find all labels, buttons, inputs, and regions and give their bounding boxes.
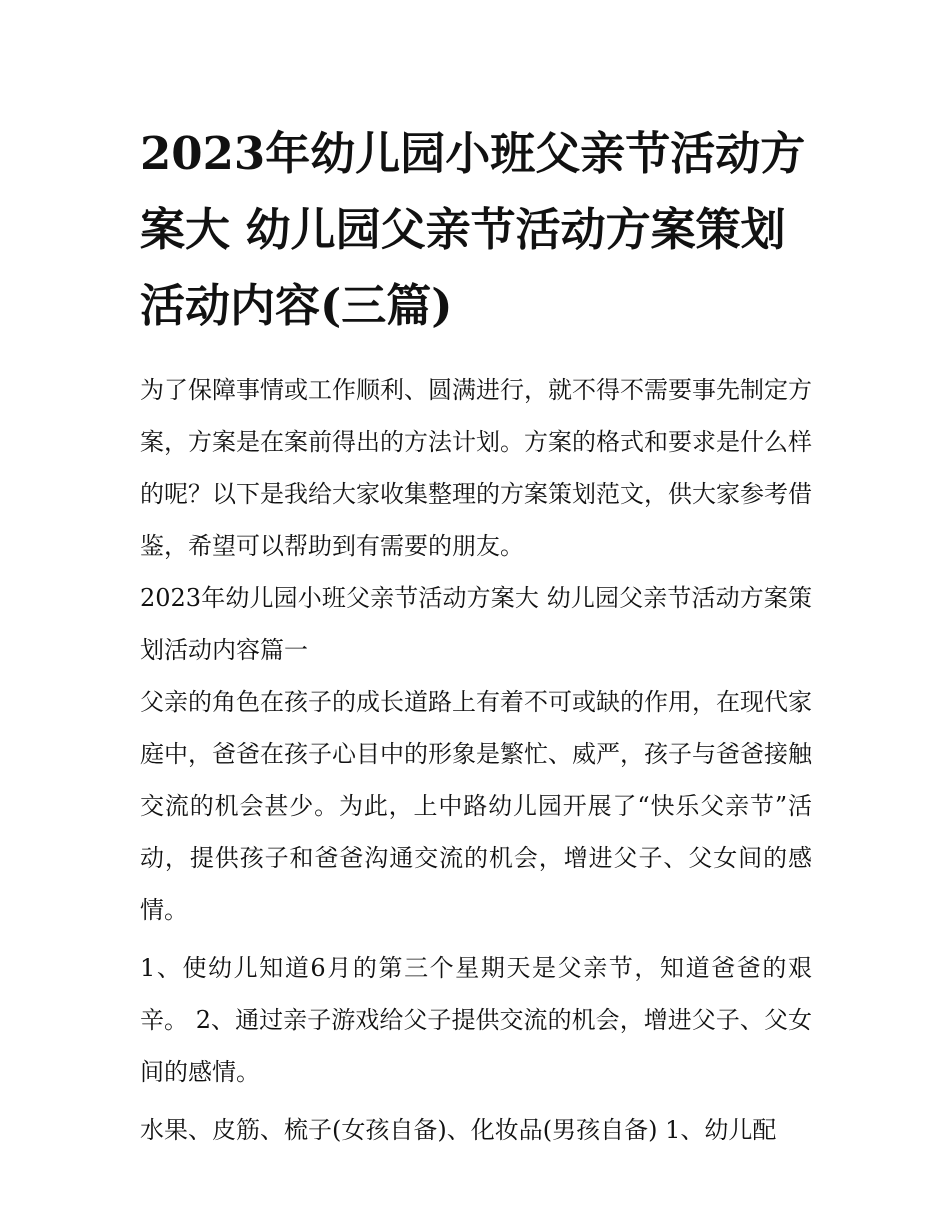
document-body	[140, 116, 812, 1156]
intro-paragraph: 为了保障事情或工作顺利、圆满进行，就不得不需要事先制定方案，方案是在案前得出的方法计划。方案的格式和要求是什么样的呢？以下是我给大家收集整理的方案策划范文，供大家参考借鉴，希望可以帮助到有需要的朋友。	[140, 376, 812, 560]
materials-paragraph: 水果、皮筋、梳子(女孩自备)、化妆品(男孩自备) 1、幼儿配	[140, 1116, 777, 1144]
section-heading: 2023年幼儿园小班父亲节活动方案大 幼儿园父亲节活动方案策划活动内容篇一	[140, 584, 812, 664]
document-title: 2023年幼儿园小班父亲节活动方案大 幼儿园父亲节活动方案策划活动内容(三篇)	[140, 127, 806, 332]
background-paragraph: 父亲的角色在孩子的成长道路上有着不可或缺的作用，在现代家庭中，爸爸在孩子心目中的形象是繁忙、威严，孩子与爸爸接触交流的机会甚少。为此，上中路幼儿园开展了“快乐父亲节”活动，提供孩子和爸爸沟通交流的机会，增进父子、父女间的感情。	[140, 688, 812, 924]
goals-paragraph: 1、使幼儿知道6月的第三个星期天是父亲节，知道爸爸的艰辛。 2、通过亲子游戏给父子提供交流的机会，增进父子、父女间的感情。	[140, 954, 812, 1086]
